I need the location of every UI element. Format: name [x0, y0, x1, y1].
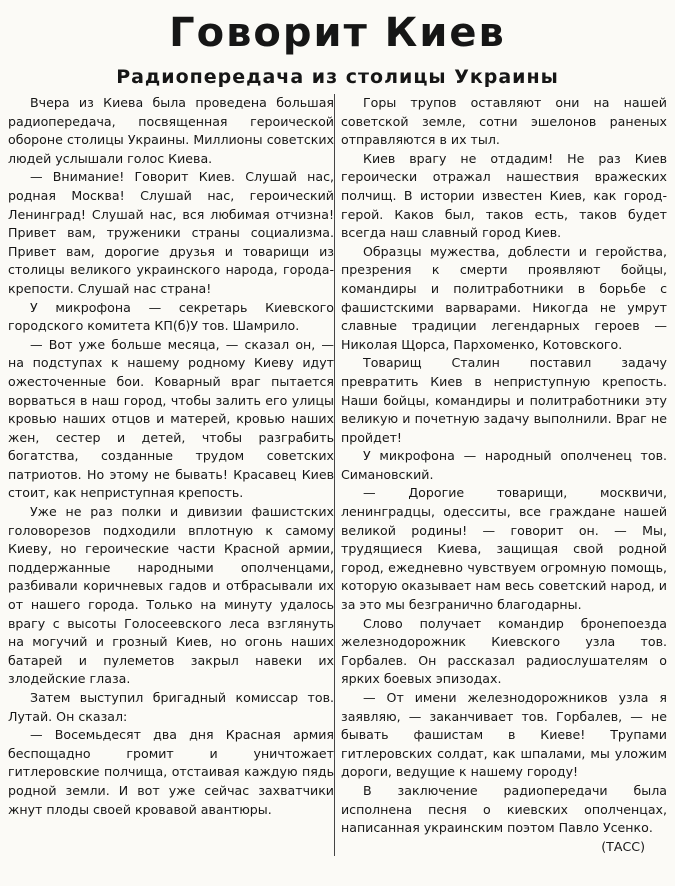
paragraph: Уже не раз полки и дивизии фашистских головорезов подходили вплотную к самому Киеву, но героические части Красной армии, поддержанные народными ополченцами, разбивали коричневых гадов и отбрасывали их от нашего города. Только на минуту удалось врагу с высоты Голосеевского леса взглянуть на могучий и грозный Киев, но огонь наших батарей и пулеметов закрыл навеки их злодейские глаза.: [8, 504, 334, 687]
subtitle: Радиопередача из столицы Украины: [116, 66, 559, 88]
paragraph: У микрофона — народный ополченец тов. Симановский.: [341, 448, 667, 482]
paragraph: Слово получает командир бронепоезда железнодорожник Киевского узла тов. Горбалев. Он рассказал радиослушателям о ярких боевых эпизодах.: [341, 615, 667, 687]
article-columns: [8, 94, 667, 856]
paragraph: Вчера из Киева была проведена большая радиопередача, посвященная героической обороне столицы Украины. Миллионы советских людей услышали голос Киева.: [8, 95, 334, 166]
paragraph: В заключение радиопередачи была исполнена песня о киевских ополченцах, написанная украинским поэтом Павло Усенко.: [341, 782, 667, 836]
paragraph: Горы трупов оставляют они на нашей советской земле, сотни эшелонов раненых отправляются в их тыл.: [341, 95, 667, 148]
left-column: [8, 94, 334, 819]
paragraph: — Вот уже больше месяца, — сказал он, — на подступах к нашему родному Киеву идут ожесточенные бои. Коварный враг пытается ворваться в наш город, чтобы залить его улицы кровью наших отцов и матерей, кровью наших жен, сестер и детей, чтобы разграбить богатства, созданные трудом советских патриотов. Но этому не бывать! Красавец Киев стоит, как неприступная крепость.: [8, 336, 334, 501]
headline: Говорит Киев: [169, 10, 506, 56]
right-column: [334, 94, 667, 856]
paragraph: Образцы мужества, доблести и геройства, презрения к смерти проявляют бойцы, командиры и политработники в борьбе с фашистскими варварами. Никогда не умрут славные традиции легендарных героев — Николая Щорса, Пархоменко, Котовского.: [341, 243, 667, 352]
paragraph: Затем выступил бригадный комиссар тов. Лутай. Он сказал:: [8, 690, 334, 724]
paragraph: — Восемьдесят два дня Красная армия беспощадно громит и уничтожает гитлеровские полчища, отстаивая каждую пядь родной земли. И вот уже сейчас захватчики жнут плоды своей кровавой авантюры.: [8, 727, 334, 817]
paragraph: — Внимание! Говорит Киев. Слушай нас, родная Москва! Слушай нас, героический Ленинград! Слушай нас, вся любимая отчизна! Привет вам, труженики страны социализма. Привет вам, дорогие друзья и товарищи из столицы великого украинского народа, города-крепости. Слушай нас страна!: [8, 169, 334, 296]
paragraph: — От имени железнодорожников узла я заявляю, — заканчивает тов. Горбалев, — не бывать фашистам в Киеве! Трупами гитлеровских солдат, как шпалами, мы уложим дороги, ведущие к нашему городу!: [341, 690, 667, 780]
paragraph: Киев врагу не отдадим! Не раз Киев героически отражал нашествия вражеских полчищ. В истории известен Киев, как город-герой. Каков был, таков есть, таков будет всегда наш славный город Киев.: [341, 150, 667, 241]
paragraph: — Дорогие товарищи, москвичи, ленинградцы, одесситы, все граждане нашей великой родины! — говорит он. — Мы, трудящиеся Киева, защищая свой родной город, ежедневно чувствуем огромную помощь, которую оказывает нам весь советский народ, и за это мы безгранично благодарны.: [341, 485, 667, 613]
paragraph: Товарищ Сталин поставил задачу превратить Киев в неприступную крепость. Наши бойцы, командиры и политработники эту великую и почетную задачу выполнили. Враг не пройдет!: [341, 355, 667, 445]
signature: (ТАСС): [601, 838, 645, 854]
paragraph: У микрофона — секретарь Киевского городского комитета КП(б)У тов. Шамрило.: [8, 299, 334, 334]
